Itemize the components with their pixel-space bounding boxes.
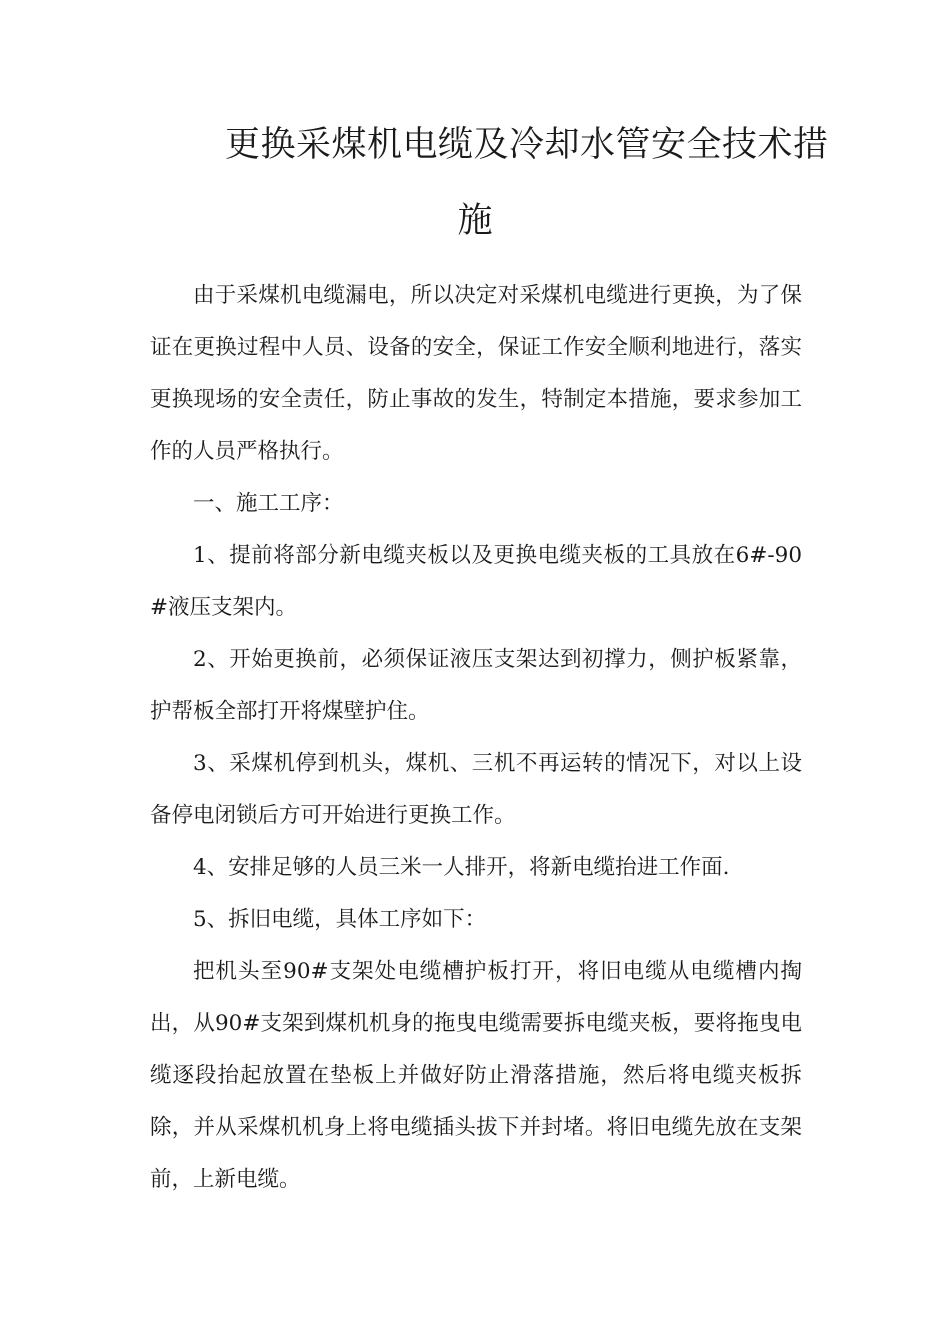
- document-body: [150, 270, 802, 1206]
- paragraph-step-5-detail: 把机头至90#支架处电缆槽护板打开，将旧电缆从电缆槽内掏出，从90#支架到煤机机身的拖曳电缆需要拆电缆夹板，要将拖曳电缆逐段抬起放置在垫板上并做好防止滑落措施，然后将电缆夹板拆除，并从采煤机机身上将电缆插头拔下并封堵。将旧电缆先放在支架前，上新电缆。: [150, 959, 802, 1192]
- paragraph-step-5: 5、拆旧电缆，具体工序如下：: [193, 907, 487, 932]
- paragraph-step-1: 1、提前将部分新电缆夹板以及更换电缆夹板的工具放在6#-90#液压支架内。: [150, 543, 802, 620]
- paragraph-intro: 由于采煤机电缆漏电，所以决定对采煤机电缆进行更换，为了保证在更换过程中人员、设备的安全，保证工作安全顺利地进行，落实更换现场的安全责任，防止事故的发生，特制定本措施，要求参加工作的人员严格执行。: [150, 283, 802, 464]
- document-title-line-1: 更换采煤机电缆及冷却水管安全技术措: [225, 125, 829, 165]
- paragraph-step-2: 2、开始更换前，必须保证液压支架达到初撑力，侧护板紧靠，护帮板全部打开将煤壁护住。: [150, 647, 802, 724]
- paragraph-section-heading: 一、施工工序：: [193, 491, 344, 516]
- paragraph-step-3: 3、采煤机停到机头，煤机、三机不再运转的情况下，对以上设备停电闭锁后方可开始进行更换工作。: [150, 751, 802, 828]
- document-title-line-2: 施: [457, 201, 493, 241]
- paragraph-step-4: 4、安排足够的人员三米一人排开，将新电缆抬进工作面.: [193, 855, 730, 880]
